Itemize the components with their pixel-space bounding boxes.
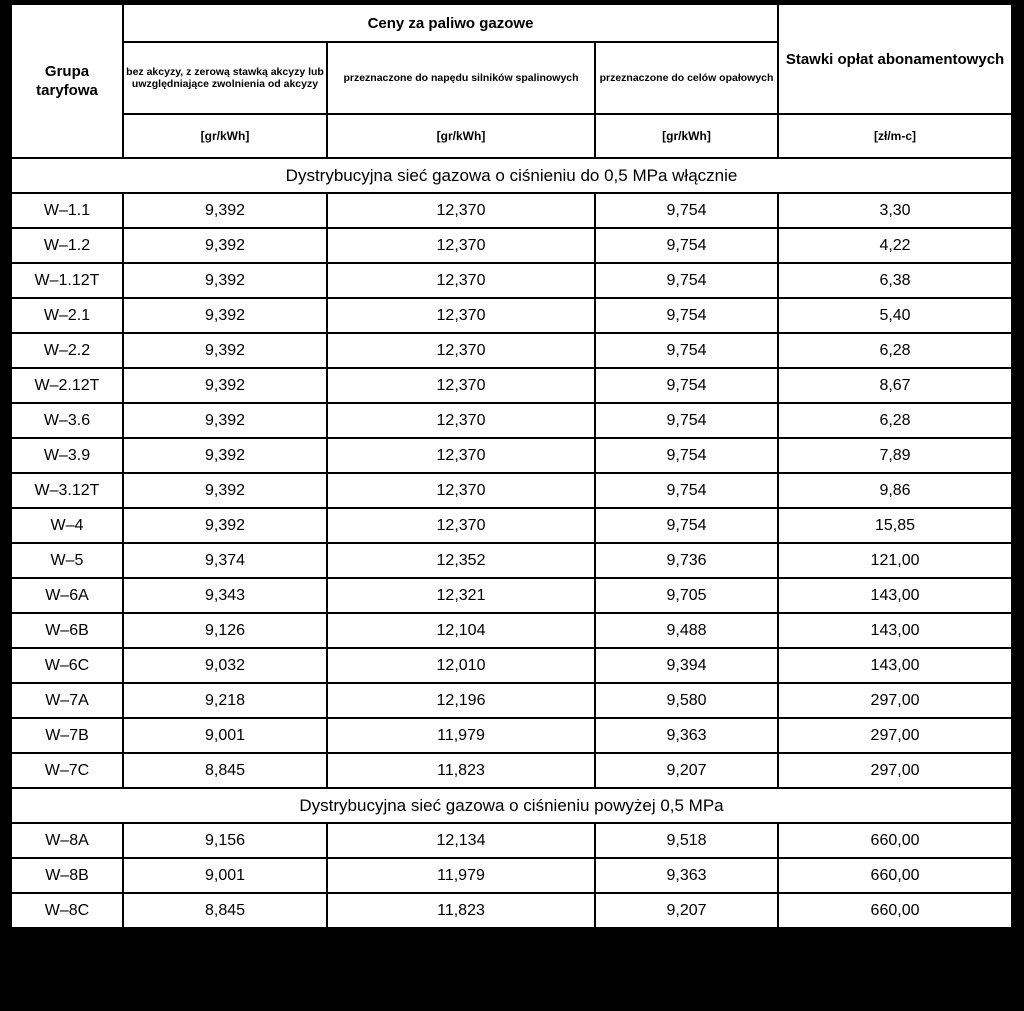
- table-row: [11, 368, 1012, 403]
- table-row: [11, 228, 1012, 263]
- table-row: [11, 473, 1012, 508]
- table-row: [11, 648, 1012, 683]
- cell-price-no-excise: 9,392: [123, 298, 327, 333]
- cell-price-engines: 12,352: [327, 543, 595, 578]
- cell-subscription-fee: 143,00: [778, 648, 1012, 683]
- section-row: [11, 788, 1012, 823]
- cell-price-engines: 12,370: [327, 403, 595, 438]
- cell-price-no-excise: 9,392: [123, 403, 327, 438]
- cell-price-engines: 12,370: [327, 263, 595, 298]
- cell-subscription-fee: 660,00: [778, 858, 1012, 893]
- cell-tariff-group: W–6A: [11, 578, 123, 613]
- table-body: [11, 158, 1012, 928]
- cell-price-heating: 9,207: [595, 753, 778, 788]
- cell-price-heating: 9,363: [595, 718, 778, 753]
- header-unit-engines: [gr/kWh]: [327, 114, 595, 158]
- cell-tariff-group: W–7C: [11, 753, 123, 788]
- cell-price-heating: 9,754: [595, 368, 778, 403]
- cell-price-engines: 12,370: [327, 193, 595, 228]
- table-row: [11, 753, 1012, 788]
- cell-tariff-group: W–1.12T: [11, 263, 123, 298]
- cell-price-heating: 9,580: [595, 683, 778, 718]
- cell-price-engines: 11,979: [327, 858, 595, 893]
- cell-tariff-group: W–7A: [11, 683, 123, 718]
- cell-subscription-fee: 297,00: [778, 683, 1012, 718]
- cell-price-no-excise: 8,845: [123, 753, 327, 788]
- table-row: [11, 578, 1012, 613]
- cell-subscription-fee: 143,00: [778, 578, 1012, 613]
- table-row: [11, 193, 1012, 228]
- cell-price-heating: 9,754: [595, 298, 778, 333]
- cell-price-engines: 11,823: [327, 753, 595, 788]
- cell-tariff-group: W–6C: [11, 648, 123, 683]
- cell-tariff-group: W–8A: [11, 823, 123, 858]
- cell-price-heating: 9,754: [595, 263, 778, 298]
- table-row: [11, 543, 1012, 578]
- cell-subscription-fee: 8,67: [778, 368, 1012, 403]
- cell-price-no-excise: 9,392: [123, 473, 327, 508]
- cell-price-heating: 9,754: [595, 438, 778, 473]
- cell-price-engines: 12,370: [327, 508, 595, 543]
- cell-price-engines: 12,370: [327, 473, 595, 508]
- cell-price-no-excise: 9,392: [123, 263, 327, 298]
- cell-tariff-group: W–3.6: [11, 403, 123, 438]
- cell-price-no-excise: 9,001: [123, 858, 327, 893]
- cell-subscription-fee: 297,00: [778, 753, 1012, 788]
- cell-tariff-group: W–6B: [11, 613, 123, 648]
- header-unit-fee: [zł/m-c]: [778, 114, 1012, 158]
- cell-price-no-excise: 9,126: [123, 613, 327, 648]
- cell-price-engines: 12,370: [327, 298, 595, 333]
- cell-price-heating: 9,754: [595, 193, 778, 228]
- cell-price-heating: 9,394: [595, 648, 778, 683]
- cell-price-no-excise: 9,392: [123, 368, 327, 403]
- section-title: Dystrybucyjna sieć gazowa o ciśnieniu powyżej 0,5 MPa: [11, 788, 1012, 823]
- cell-price-engines: 12,196: [327, 683, 595, 718]
- cell-price-no-excise: 9,218: [123, 683, 327, 718]
- cell-tariff-group: W–8B: [11, 858, 123, 893]
- cell-price-heating: 9,754: [595, 473, 778, 508]
- cell-price-heating: 9,736: [595, 543, 778, 578]
- cell-subscription-fee: 660,00: [778, 823, 1012, 858]
- table-row: [11, 683, 1012, 718]
- cell-subscription-fee: 143,00: [778, 613, 1012, 648]
- section-row: [11, 158, 1012, 193]
- cell-subscription-fee: 121,00: [778, 543, 1012, 578]
- table-row: [11, 263, 1012, 298]
- table-row: [11, 893, 1012, 928]
- cell-subscription-fee: 6,28: [778, 403, 1012, 438]
- table-header: [11, 4, 1012, 158]
- cell-price-engines: 12,370: [327, 228, 595, 263]
- cell-subscription-fee: 4,22: [778, 228, 1012, 263]
- cell-price-heating: 9,754: [595, 228, 778, 263]
- cell-subscription-fee: 297,00: [778, 718, 1012, 753]
- cell-price-heating: 9,754: [595, 508, 778, 543]
- header-unit-heating: [gr/kWh]: [595, 114, 778, 158]
- cell-price-engines: 11,823: [327, 893, 595, 928]
- table-row: [11, 508, 1012, 543]
- cell-price-engines: 11,979: [327, 718, 595, 753]
- cell-price-engines: 12,370: [327, 333, 595, 368]
- header-fuel-prices: Ceny za paliwo gazowe: [123, 4, 778, 42]
- cell-price-engines: 12,370: [327, 438, 595, 473]
- cell-tariff-group: W–5: [11, 543, 123, 578]
- cell-price-heating: 9,705: [595, 578, 778, 613]
- cell-tariff-group: W–1.1: [11, 193, 123, 228]
- cell-price-engines: 12,010: [327, 648, 595, 683]
- cell-price-no-excise: 9,392: [123, 228, 327, 263]
- cell-price-heating: 9,207: [595, 893, 778, 928]
- cell-subscription-fee: 6,38: [778, 263, 1012, 298]
- table-row: [11, 333, 1012, 368]
- cell-subscription-fee: 6,28: [778, 333, 1012, 368]
- cell-tariff-group: W–4: [11, 508, 123, 543]
- cell-price-no-excise: 9,392: [123, 193, 327, 228]
- cell-price-no-excise: 9,343: [123, 578, 327, 613]
- section-title: Dystrybucyjna sieć gazowa o ciśnieniu do 0,5 MPa włącznie: [11, 158, 1012, 193]
- cell-subscription-fee: 5,40: [778, 298, 1012, 333]
- cell-price-heating: 9,363: [595, 858, 778, 893]
- cell-subscription-fee: 9,86: [778, 473, 1012, 508]
- cell-price-no-excise: 9,392: [123, 508, 327, 543]
- cell-price-engines: 12,321: [327, 578, 595, 613]
- cell-price-heating: 9,518: [595, 823, 778, 858]
- tariff-table: [10, 3, 1013, 929]
- cell-subscription-fee: 7,89: [778, 438, 1012, 473]
- header-col-no-excise: bez akcyzy, z zerową stawką akcyzy lub uwzględniające zwolnienia od akcyzy: [123, 42, 327, 114]
- table-row: [11, 858, 1012, 893]
- header-unit-no-excise: [gr/kWh]: [123, 114, 327, 158]
- cell-tariff-group: W–2.12T: [11, 368, 123, 403]
- cell-tariff-group: W–2.2: [11, 333, 123, 368]
- table-row: [11, 403, 1012, 438]
- header-col-engines: przeznaczone do napędu silników spalinowych: [327, 42, 595, 114]
- table-row: [11, 438, 1012, 473]
- cell-price-heating: 9,488: [595, 613, 778, 648]
- cell-price-no-excise: 8,845: [123, 893, 327, 928]
- cell-price-heating: 9,754: [595, 333, 778, 368]
- cell-subscription-fee: 15,85: [778, 508, 1012, 543]
- cell-price-engines: 12,134: [327, 823, 595, 858]
- header-group: Grupa taryfowa: [11, 4, 123, 158]
- cell-price-no-excise: 9,032: [123, 648, 327, 683]
- table-row: [11, 718, 1012, 753]
- cell-tariff-group: W–3.9: [11, 438, 123, 473]
- cell-tariff-group: W–8C: [11, 893, 123, 928]
- cell-price-engines: 12,104: [327, 613, 595, 648]
- cell-price-no-excise: 9,392: [123, 333, 327, 368]
- cell-price-no-excise: 9,001: [123, 718, 327, 753]
- cell-tariff-group: W–1.2: [11, 228, 123, 263]
- cell-price-no-excise: 9,374: [123, 543, 327, 578]
- cell-tariff-group: W–2.1: [11, 298, 123, 333]
- cell-tariff-group: W–7B: [11, 718, 123, 753]
- table-row: [11, 298, 1012, 333]
- header-subscription-rates: Stawki opłat abonamentowych: [778, 4, 1012, 114]
- table-row: [11, 823, 1012, 858]
- tariff-page: [10, 3, 1011, 1005]
- table-row: [11, 613, 1012, 648]
- cell-subscription-fee: 3,30: [778, 193, 1012, 228]
- cell-tariff-group: W–3.12T: [11, 473, 123, 508]
- cell-price-engines: 12,370: [327, 368, 595, 403]
- cell-subscription-fee: 660,00: [778, 893, 1012, 928]
- cell-price-no-excise: 9,392: [123, 438, 327, 473]
- header-col-heating: przeznaczone do celów opałowych: [595, 42, 778, 114]
- cell-price-heating: 9,754: [595, 403, 778, 438]
- cell-price-no-excise: 9,156: [123, 823, 327, 858]
